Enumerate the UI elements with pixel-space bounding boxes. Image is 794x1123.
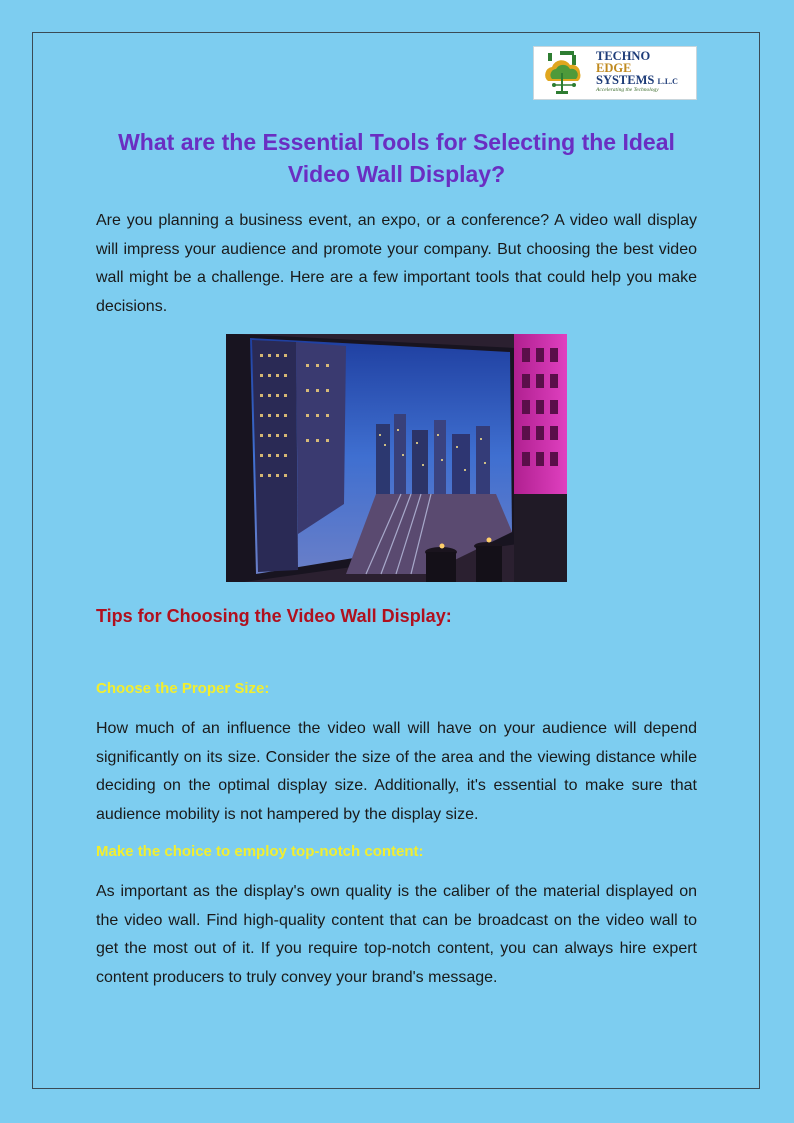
logo-tagline: Accelerating the Technology xyxy=(596,87,659,93)
logo-line-1: TECHNO xyxy=(596,49,651,63)
tips-heading: Tips for Choosing the Video Wall Display: xyxy=(96,606,452,626)
company-logo xyxy=(533,46,697,100)
section-body-content: As important as the display's own quality is the caliber of the material displayed on the video wall. Find high-quality content that can be broadcast on the video wall to get the most out of it. If you require top-notch content, you can always hire expert content producers to truly convey your brand's message. xyxy=(96,883,697,987)
intro-paragraph: Are you planning a business event, an expo, or a conference? A video wall display will impress your audience and promote your company. But choosing the best video wall might be a challenge. Here are a few important tools that could help you make decisions. xyxy=(96,212,697,316)
circuit-cloud-icon xyxy=(538,51,594,97)
logo-line-2: EDGE xyxy=(596,61,632,75)
video-wall-photo xyxy=(226,334,567,582)
page-title: What are the Essential Tools for Selecting the Ideal Video Wall Display? xyxy=(118,129,675,187)
section-heading-size: Choose the Proper Size: xyxy=(96,680,270,697)
logo-suffix: L.L.C xyxy=(657,77,678,86)
section-body-size: How much of an influence the video wall will have on your audience will depend significantly on its size. Consider the size of the area and the viewing distance while deciding on the optimal display size. Additionally, it's essential to make sure that audience mobility is not hampered by the display size. xyxy=(96,720,697,824)
section-heading-content: Make the choice to employ top-notch content: xyxy=(96,843,424,860)
logo-line-3: SYSTEMS xyxy=(596,73,655,87)
logo-wordmark xyxy=(596,50,678,88)
